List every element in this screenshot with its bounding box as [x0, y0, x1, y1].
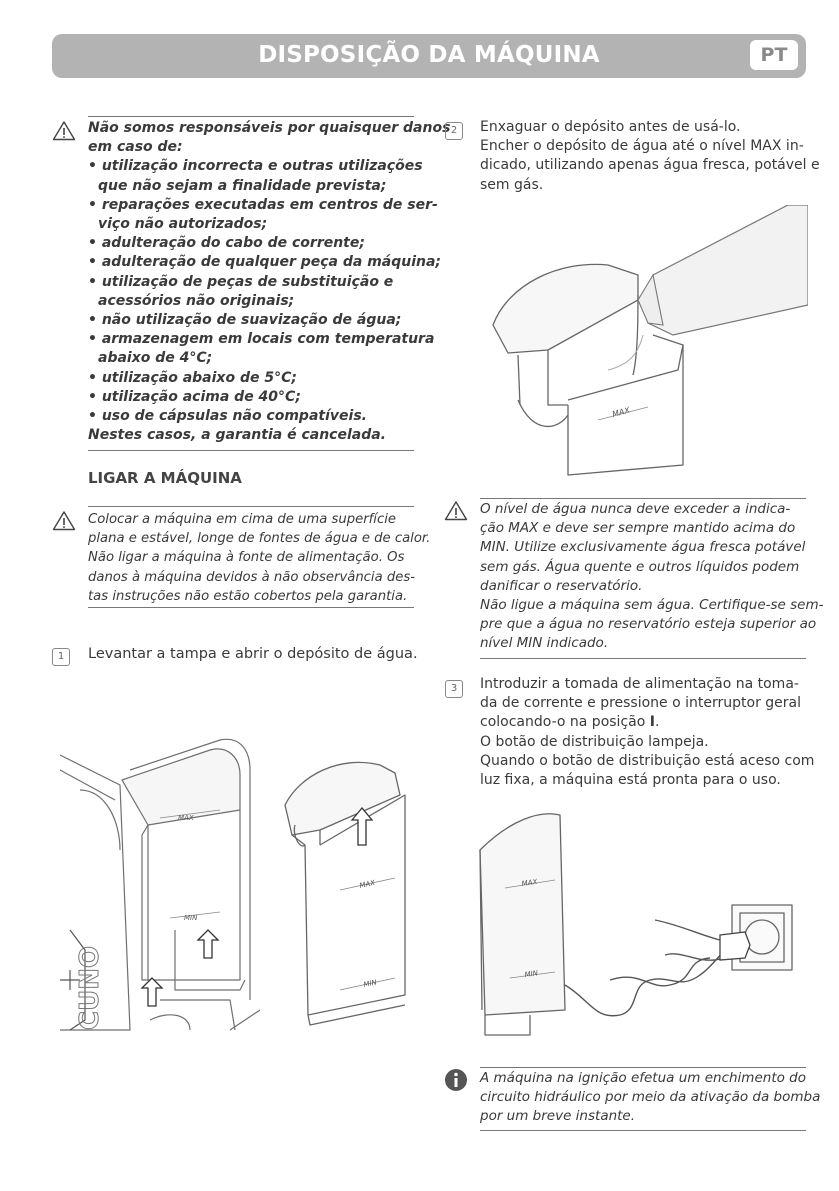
text-line: A máquina na ignição efetua um enchimento do	[480, 1070, 806, 1086]
text-fragment: colocando-o na posição	[480, 714, 650, 731]
max-label: MAX	[611, 405, 631, 419]
svg-text:CUNO: CUNO	[75, 945, 105, 1030]
warning-end: Nestes casos, a garantia é cancelada.	[88, 427, 386, 444]
warning-triangle-icon	[52, 120, 76, 141]
language-badge: PT	[750, 40, 798, 70]
header-bar	[52, 34, 806, 78]
list-item: • armazenagem em locais com temperatura	[88, 331, 435, 348]
text-line: danificar o reservatório.	[480, 577, 643, 594]
text-line: Encher o depósito de água até o nível MAX in-	[480, 138, 804, 155]
list-item-cont: viço não autorizados;	[98, 216, 268, 233]
text-line: MIN. Utilize exclusivamente água fresca potável	[480, 539, 806, 556]
min-label: MIN	[184, 914, 198, 922]
list-item: • uso de cápsulas não compatíveis.	[88, 408, 367, 425]
liability-warning	[88, 119, 451, 445]
list-item: • não utilização de suavização de água;	[88, 312, 402, 329]
text-line: Colocar a máquina em cima de uma superfície	[88, 512, 396, 527]
text-line: da de corrente e pressione o interruptor geral	[480, 695, 802, 712]
min-label: MIN	[524, 969, 539, 979]
warning-intro-line: em caso de:	[88, 139, 183, 156]
text-line	[480, 713, 806, 732]
divider	[480, 1067, 806, 1068]
text-line: danos à máquina devidos à não observância des-	[88, 569, 415, 585]
step-number: 3	[445, 680, 463, 698]
text-line: por um breve instante.	[480, 1108, 636, 1125]
divider	[88, 607, 414, 608]
list-item-cont: que não sejam a finalidade prevista;	[98, 177, 387, 194]
divider	[88, 116, 414, 117]
step-number: 1	[52, 648, 70, 666]
step-1-text: Levantar a tampa e abrir o depósito de água.	[88, 646, 418, 662]
divider	[88, 450, 414, 451]
list-item: • reparações executadas em centros de ser-	[88, 196, 438, 213]
text-line: luz fixa, a máquina está pronta para o uso.	[480, 772, 781, 789]
list-item-cont: acessórios não originais;	[98, 292, 295, 309]
figure-tank-illustration	[280, 745, 420, 1035]
max-label: MAX	[521, 877, 538, 888]
text-line: circuito hidráulico por meio da ativação da bomba	[480, 1089, 821, 1106]
page-title: DISPOSIÇÃO DA MÁQUINA	[258, 42, 600, 68]
max-label: MAX	[178, 814, 194, 822]
list-item: • utilização acima de 40°C;	[88, 388, 301, 405]
step-number: 2	[445, 122, 463, 140]
info-note	[480, 1069, 821, 1127]
text-line: ção MAX e deve ser sempre mantido acima do	[480, 520, 796, 537]
divider	[480, 1130, 806, 1131]
step-3-text	[480, 675, 815, 790]
list-item: • utilização incorrecta e outras utilizações	[88, 158, 423, 175]
text-line: sem gás.	[480, 176, 544, 193]
info-icon	[444, 1068, 468, 1092]
text-line: O nível de água nunca deve exceder a indica-	[480, 501, 791, 517]
list-item: • utilização de peças de substituição e	[88, 273, 394, 290]
text-line: Não ligar a máquina à fonte de alimentação. Os	[88, 550, 405, 566]
text-line: Quando o botão de distribuição está aceso com	[480, 752, 815, 769]
text-line: sem gás. Água quente e outros líquidos podem	[480, 558, 800, 575]
text-line: Enxaguar o depósito antes de usá-lo.	[480, 119, 741, 135]
list-item: • adulteração de qualquer peça da máquina;	[88, 254, 442, 271]
warning-intro-line: Não somos responsáveis por quaisquer danos	[88, 120, 451, 136]
text-line: pre que a água no reservatório esteja superior ao	[480, 616, 817, 633]
figure-machine-tank-illustration	[60, 730, 260, 1050]
text-line: tas instruções não estão cobertos pela garantia.	[88, 588, 408, 604]
list-item: • utilização abaixo de 5°C;	[88, 369, 297, 386]
list-item: • adulteração do cabo de corrente;	[88, 235, 365, 252]
text-line: nível MIN indicado.	[480, 635, 609, 652]
list-item-cont: abaixo de 4°C;	[98, 350, 213, 367]
text-line: dicado, utilizando apenas água fresca, potável e	[480, 157, 820, 174]
text-line: Introduzir a tomada de alimentação na toma-	[480, 676, 799, 692]
divider	[88, 506, 414, 507]
figure-filling-illustration	[488, 205, 808, 480]
warning-triangle-icon	[444, 500, 468, 521]
min-label: MIN	[362, 978, 378, 989]
placement-warning	[88, 510, 431, 606]
section-title: LIGAR A MÁQUINA	[88, 469, 242, 487]
step-2-text	[480, 118, 820, 195]
figure-plug-illustration	[470, 810, 800, 1040]
text-line: O botão de distribuição lampeja.	[480, 733, 709, 750]
text-line: plana e estável, longe de fontes de água e de calor.	[88, 531, 431, 547]
text-line: Não ligue a máquina sem água. Certifique-se sem-	[480, 597, 824, 614]
water-level-warning	[480, 500, 824, 654]
switch-symbol: I	[649, 714, 655, 731]
max-label: MAX	[358, 878, 376, 890]
divider	[480, 498, 806, 499]
text-fragment: .	[654, 714, 660, 731]
warning-triangle-icon	[52, 510, 76, 531]
divider	[480, 658, 806, 659]
